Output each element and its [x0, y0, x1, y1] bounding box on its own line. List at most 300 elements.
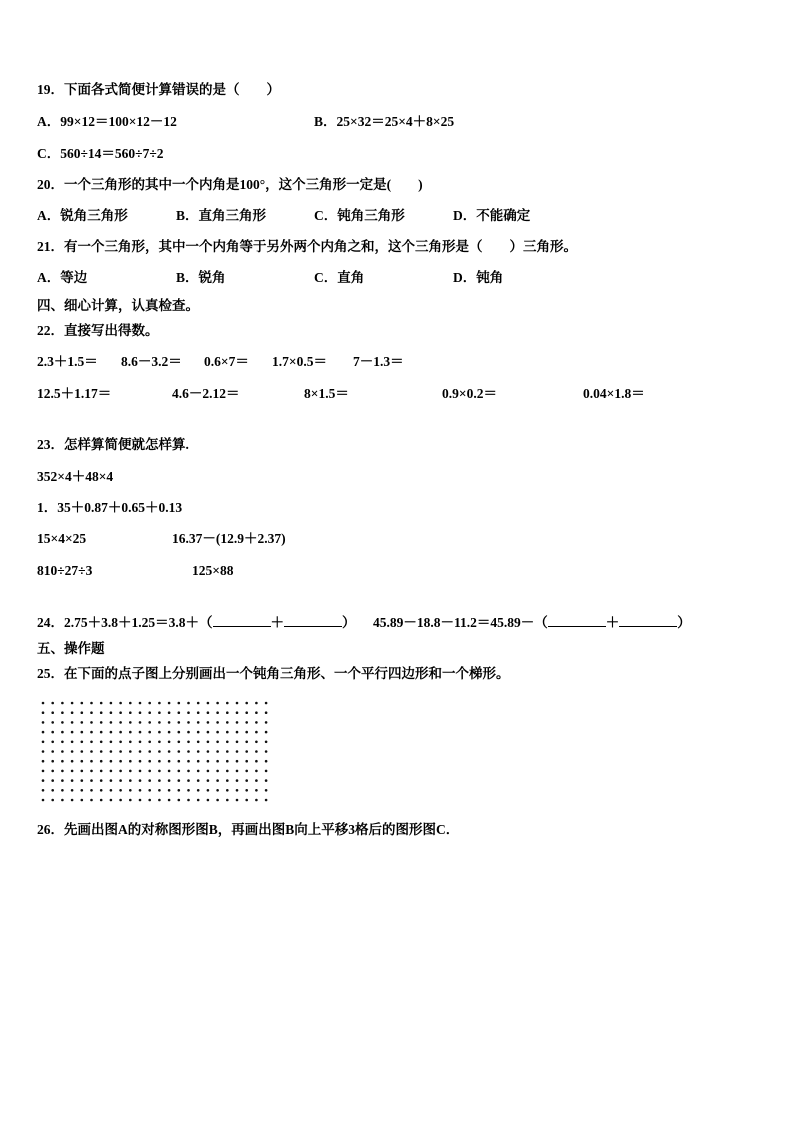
grid-dot: [61, 721, 64, 724]
grid-dot: [245, 702, 248, 705]
grid-dot: [255, 750, 258, 753]
grid-dot: [129, 721, 132, 724]
grid-dot: [148, 741, 151, 744]
grid-dot: [81, 741, 84, 744]
grid-dot: [61, 711, 64, 714]
grid-dot: [81, 711, 84, 714]
grid-dot: [207, 711, 210, 714]
grid-dot: [100, 799, 103, 802]
grid-dot: [216, 770, 219, 773]
grid-dot: [139, 770, 142, 773]
grid-dot: [245, 789, 248, 792]
grid-dot: [178, 741, 181, 744]
grid-dot: [51, 721, 54, 724]
grid-dot: [119, 779, 122, 782]
grid-dot: [110, 721, 113, 724]
grid-dot: [71, 741, 74, 744]
grid-dot: [265, 731, 268, 734]
grid-dot: [178, 770, 181, 773]
grid-dot: [226, 702, 229, 705]
grid-dot: [158, 770, 161, 773]
grid-dot: [158, 750, 161, 753]
grid-dot: [158, 760, 161, 763]
grid-dot: [110, 741, 113, 744]
grid-dot: [139, 721, 142, 724]
grid-dot: [51, 711, 54, 714]
grid-dot: [265, 721, 268, 724]
grid-dot: [216, 789, 219, 792]
grid-dot: [158, 702, 161, 705]
grid-dot: [119, 760, 122, 763]
grid-dot: [226, 741, 229, 744]
grid-dot: [110, 779, 113, 782]
grid-dot: [226, 711, 229, 714]
q20-stem: 20．一个三角形的其中一个内角是100°，这个三角形一定是( ): [37, 177, 423, 192]
grid-dot: [265, 741, 268, 744]
grid-dot: [236, 760, 239, 763]
grid-dot: [51, 750, 54, 753]
grid-dot: [178, 799, 181, 802]
grid-dot: [81, 779, 84, 782]
grid-dot: [51, 770, 54, 773]
grid-dot: [61, 750, 64, 753]
q24-blank-4[interactable]: [619, 614, 677, 627]
grid-dot: [265, 770, 268, 773]
grid-dot: [187, 799, 190, 802]
grid-dot: [42, 750, 45, 753]
grid-dot: [236, 702, 239, 705]
grid-dot: [245, 799, 248, 802]
grid-dot: [61, 789, 64, 792]
grid-dot: [197, 711, 200, 714]
grid-dot: [187, 741, 190, 744]
grid-dot: [51, 799, 54, 802]
grid-dot: [187, 789, 190, 792]
grid-dot: [119, 731, 122, 734]
grid-dot: [265, 760, 268, 763]
grid-dot: [90, 779, 93, 782]
grid-dot: [226, 789, 229, 792]
grid-dot: [100, 702, 103, 705]
section5-heading: 五、操作题: [37, 641, 105, 656]
grid-dot: [245, 711, 248, 714]
grid-dot: [255, 779, 258, 782]
grid-dot: [90, 721, 93, 724]
grid-dot: [255, 789, 258, 792]
grid-dot: [51, 779, 54, 782]
grid-dot: [148, 799, 151, 802]
q24-part2: [373, 614, 691, 631]
grid-dot: [119, 721, 122, 724]
grid-dot: [207, 702, 210, 705]
grid-dot: [226, 799, 229, 802]
grid-dot: [216, 760, 219, 763]
grid-dot: [119, 702, 122, 705]
grid-dot: [187, 721, 190, 724]
grid-dot: [129, 750, 132, 753]
grid-dot: [148, 711, 151, 714]
q24-blank-1[interactable]: [213, 614, 271, 627]
grid-dot: [100, 741, 103, 744]
grid-dot: [71, 779, 74, 782]
grid-dot: [71, 721, 74, 724]
grid-dot: [158, 741, 161, 744]
grid-dot: [168, 711, 171, 714]
grid-dot: [129, 799, 132, 802]
q24-part1-plus: ＋: [270, 615, 284, 630]
grid-dot: [51, 760, 54, 763]
grid-dot: [255, 711, 258, 714]
grid-dot: [61, 770, 64, 773]
grid-dot: [42, 731, 45, 734]
grid-dot: [139, 779, 142, 782]
grid-dot: [158, 789, 161, 792]
q22-item: 8×1.5＝: [304, 386, 349, 401]
grid-dot: [216, 779, 219, 782]
grid-dot: [187, 750, 190, 753]
grid-dot: [197, 799, 200, 802]
grid-dot: [197, 760, 200, 763]
grid-dot: [42, 779, 45, 782]
grid-dot: [168, 741, 171, 744]
grid-dot: [178, 779, 181, 782]
grid-dot: [71, 702, 74, 705]
grid-dot: [265, 789, 268, 792]
q21-option-a: A．等边: [37, 270, 88, 285]
grid-dot: [197, 770, 200, 773]
q23-expr-1: 352×4＋48×4: [37, 469, 114, 484]
grid-dot: [100, 721, 103, 724]
grid-dot: [216, 721, 219, 724]
grid-dot: [42, 711, 45, 714]
grid-dot: [148, 750, 151, 753]
grid-dot: [226, 770, 229, 773]
grid-dot: [168, 799, 171, 802]
grid-dot: [61, 779, 64, 782]
grid-dot: [187, 702, 190, 705]
grid-dot: [178, 702, 181, 705]
grid-dot: [139, 711, 142, 714]
grid-dot: [129, 770, 132, 773]
grid-dot: [216, 741, 219, 744]
grid-dot: [139, 760, 142, 763]
grid-dot: [90, 789, 93, 792]
grid-dot: [148, 770, 151, 773]
q19-option-a: A．99×12＝100×12－12: [37, 114, 177, 129]
grid-dot: [119, 741, 122, 744]
grid-dot: [168, 779, 171, 782]
grid-dot: [236, 789, 239, 792]
grid-dot: [187, 770, 190, 773]
grid-dot: [81, 750, 84, 753]
grid-dot: [51, 789, 54, 792]
grid-dot: [129, 741, 132, 744]
grid-dot: [90, 750, 93, 753]
grid-dot: [236, 750, 239, 753]
q20-option-d: D．不能确定: [453, 208, 531, 223]
q22-item: 1.7×0.5＝: [272, 354, 327, 369]
grid-dot: [197, 731, 200, 734]
grid-dot: [178, 731, 181, 734]
q22-item: 2.3＋1.5＝: [37, 354, 98, 369]
grid-dot: [139, 731, 142, 734]
grid-dot: [81, 721, 84, 724]
q26-stem: 26．先画出图A的对称图形图B，再画出图B向上平移3格后的图形图C．: [37, 822, 460, 837]
grid-dot: [158, 731, 161, 734]
q24-part2-close: ）: [677, 615, 691, 630]
grid-dot: [129, 711, 132, 714]
grid-dot: [139, 750, 142, 753]
grid-dot: [216, 750, 219, 753]
grid-dot: [245, 731, 248, 734]
q25-stem: 25．在下面的点子图上分别画出一个钝角三角形、一个平行四边形和一个梯形。: [37, 666, 510, 681]
q22-item: 12.5＋1.17＝: [37, 386, 112, 401]
grid-dot: [110, 760, 113, 763]
grid-dot: [119, 789, 122, 792]
q21-stem: 21．有一个三角形，其中一个内角等于另外两个内角之和，这个三角形是（ ）三角形。: [37, 239, 577, 254]
q24-part1-prefix: 24．2.75＋3.8＋1.25＝3.8＋（: [37, 615, 213, 630]
grid-dot: [42, 799, 45, 802]
grid-dot: [90, 711, 93, 714]
grid-dot: [168, 731, 171, 734]
grid-dot: [168, 789, 171, 792]
grid-dot: [90, 799, 93, 802]
grid-dot: [61, 702, 64, 705]
grid-dot: [265, 702, 268, 705]
grid-dot: [119, 711, 122, 714]
grid-dot: [42, 770, 45, 773]
grid-dot: [148, 789, 151, 792]
grid-dot: [158, 711, 161, 714]
q22-stem: 22．直接写出得数。: [37, 323, 159, 338]
grid-dot: [255, 770, 258, 773]
grid-dot: [245, 741, 248, 744]
grid-dot: [110, 770, 113, 773]
grid-dot: [81, 702, 84, 705]
grid-dot: [158, 721, 161, 724]
grid-dot: [216, 711, 219, 714]
grid-dot: [71, 770, 74, 773]
grid-dot: [51, 731, 54, 734]
grid-dot: [42, 721, 45, 724]
grid-dot: [129, 789, 132, 792]
grid-dot: [245, 760, 248, 763]
q23-expr-2: 1．35＋0.87＋0.65＋0.13: [37, 500, 183, 515]
grid-dot: [207, 760, 210, 763]
grid-dot: [42, 741, 45, 744]
grid-dot: [226, 760, 229, 763]
grid-dot: [148, 721, 151, 724]
grid-dot: [226, 779, 229, 782]
q20-option-c: C．钝角三角形: [314, 208, 405, 223]
q21-option-d: D．钝角: [453, 270, 504, 285]
grid-dot: [148, 702, 151, 705]
q24-blank-3[interactable]: [548, 614, 606, 627]
grid-dot: [81, 770, 84, 773]
q21-option-b: B．锐角: [176, 270, 226, 285]
grid-dot: [207, 770, 210, 773]
grid-dot: [110, 799, 113, 802]
grid-dot: [81, 760, 84, 763]
grid-dot: [226, 750, 229, 753]
grid-dot: [168, 750, 171, 753]
q22-item: 0.6×7＝: [204, 354, 249, 369]
q19-option-c: C．560÷14＝560÷7÷2: [37, 146, 164, 161]
q21-option-c: C．直角: [314, 270, 365, 285]
grid-dot: [71, 760, 74, 763]
grid-dot: [197, 702, 200, 705]
grid-dot: [119, 750, 122, 753]
grid-dot: [255, 799, 258, 802]
grid-dot: [51, 702, 54, 705]
grid-dot: [187, 779, 190, 782]
q24-part1: [37, 614, 356, 631]
grid-dot: [178, 711, 181, 714]
grid-dot: [119, 799, 122, 802]
grid-dot: [100, 770, 103, 773]
grid-dot: [129, 702, 132, 705]
section4-heading: 四、细心计算，认真检查。: [37, 298, 199, 313]
q19-stem: 19．下面各式简便计算错误的是（ ）: [37, 82, 280, 97]
grid-dot: [81, 799, 84, 802]
grid-dot: [139, 799, 142, 802]
grid-dot: [245, 779, 248, 782]
grid-dot: [71, 799, 74, 802]
grid-dot: [255, 702, 258, 705]
grid-dot: [178, 750, 181, 753]
grid-dot: [81, 731, 84, 734]
grid-dot: [178, 789, 181, 792]
grid-dot: [207, 731, 210, 734]
grid-dot: [236, 779, 239, 782]
grid-dot: [158, 799, 161, 802]
grid-dot: [90, 731, 93, 734]
grid-dot: [245, 721, 248, 724]
grid-dot: [139, 741, 142, 744]
grid-dot: [168, 721, 171, 724]
grid-dot: [226, 721, 229, 724]
grid-dot: [245, 750, 248, 753]
grid-dot: [61, 731, 64, 734]
grid-dot: [139, 702, 142, 705]
grid-dot: [90, 741, 93, 744]
grid-dot: [265, 750, 268, 753]
grid-dot: [255, 760, 258, 763]
grid-dot: [265, 711, 268, 714]
q22-item: 4.6－2.12＝: [172, 386, 240, 401]
grid-dot: [100, 789, 103, 792]
q20-option-b: B．直角三角形: [176, 208, 267, 223]
grid-dot: [129, 731, 132, 734]
grid-dot: [216, 731, 219, 734]
grid-dot: [197, 741, 200, 744]
grid-dot: [187, 760, 190, 763]
grid-dot: [100, 711, 103, 714]
grid-dot: [148, 731, 151, 734]
grid-dot: [110, 731, 113, 734]
grid-dot: [100, 779, 103, 782]
grid-dot: [42, 789, 45, 792]
grid-dot: [110, 750, 113, 753]
grid-dot: [148, 779, 151, 782]
grid-dot: [236, 741, 239, 744]
grid-dot: [265, 779, 268, 782]
q24-blank-2[interactable]: [284, 614, 342, 627]
q23-stem: 23．怎样算简便就怎样算.: [37, 437, 189, 452]
grid-dot: [90, 702, 93, 705]
grid-dot: [42, 760, 45, 763]
q23-expr-3a: 15×4×25: [37, 531, 87, 546]
grid-dot: [255, 721, 258, 724]
grid-dot: [265, 799, 268, 802]
grid-dot: [178, 721, 181, 724]
grid-dot: [51, 741, 54, 744]
grid-dot: [255, 731, 258, 734]
grid-dot: [255, 741, 258, 744]
q19-option-b: B．25×32＝25×4＋8×25: [314, 114, 455, 129]
grid-dot: [110, 789, 113, 792]
grid-dot: [71, 789, 74, 792]
grid-dot: [81, 789, 84, 792]
grid-dot: [197, 721, 200, 724]
grid-dot: [245, 770, 248, 773]
grid-dot: [71, 731, 74, 734]
grid-dot: [71, 750, 74, 753]
grid-dot: [168, 760, 171, 763]
q22-item: 0.9×0.2＝: [442, 386, 497, 401]
grid-dot: [71, 711, 74, 714]
grid-dot: [148, 760, 151, 763]
grid-dot: [168, 770, 171, 773]
grid-dot: [236, 799, 239, 802]
grid-dot: [236, 721, 239, 724]
grid-dot: [129, 779, 132, 782]
grid-dot: [119, 770, 122, 773]
grid-dot: [61, 799, 64, 802]
grid-dot: [158, 779, 161, 782]
q20-option-a: A．锐角三角形: [37, 208, 128, 223]
grid-dot: [207, 779, 210, 782]
q23-expr-4b: 125×88: [192, 563, 234, 578]
grid-dot: [100, 731, 103, 734]
grid-dot: [139, 789, 142, 792]
q22-item: 7－1.3＝: [353, 354, 404, 369]
q24-part2-prefix: 45.89－18.8－11.2＝45.89－（: [373, 615, 548, 630]
q23-expr-4a: 810÷27÷3: [37, 563, 93, 578]
dot-grid[interactable]: [40, 700, 272, 808]
grid-dot: [110, 711, 113, 714]
grid-dot: [61, 760, 64, 763]
grid-dot: [207, 750, 210, 753]
grid-dot: [187, 711, 190, 714]
grid-dot: [61, 741, 64, 744]
grid-dot: [110, 702, 113, 705]
grid-dot: [236, 711, 239, 714]
grid-dot: [207, 789, 210, 792]
grid-dot: [226, 731, 229, 734]
q24-part2-plus: ＋: [605, 615, 620, 630]
grid-dot: [197, 789, 200, 792]
grid-dot: [178, 760, 181, 763]
grid-dot: [100, 750, 103, 753]
q23-expr-3b: 16.37－(12.9＋2.37): [172, 531, 286, 546]
q22-item: 0.04×1.8＝: [583, 386, 645, 401]
grid-dot: [42, 702, 45, 705]
grid-dot: [129, 760, 132, 763]
grid-dot: [236, 731, 239, 734]
grid-dot: [187, 731, 190, 734]
grid-dot: [197, 779, 200, 782]
